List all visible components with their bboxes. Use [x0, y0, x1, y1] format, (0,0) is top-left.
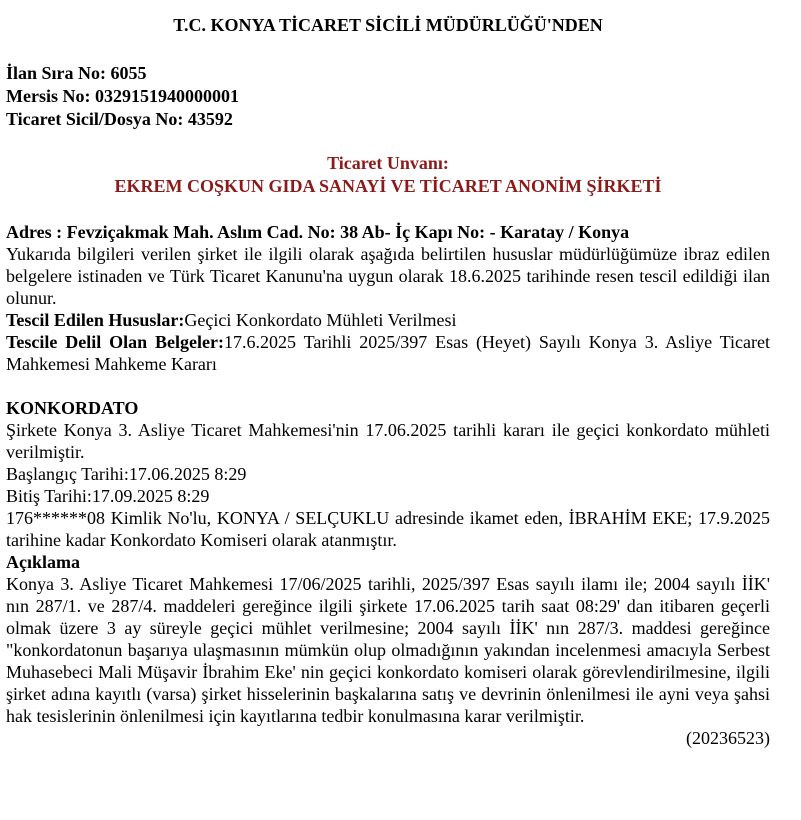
- intro-paragraph: Yukarıda bilgileri verilen şirket ile ilgili olarak aşağıda belirtilen hususlar müdürlüğümüze ibraz edilen belgelere istinaden ve Türk Ticaret Kanunu'na uygun olarak 18.6.2025 tarihinde resen tescil edildiği ilan olunur.: [6, 244, 770, 308]
- tescil-line: [6, 309, 770, 331]
- company-name: EKREM COŞKUN GIDA SANAYİ VE TİCARET ANONİM ŞİRKETİ: [114, 176, 662, 196]
- ilan-sira-no: İlan Sıra No: 6055: [6, 63, 147, 83]
- company-title-label: Ticaret Unvanı:: [327, 153, 449, 173]
- aciklama-text: Konya 3. Asliye Ticaret Mahkemesi 17/06/2025 tarihli, 2025/397 Esas sayılı ilamı ile; 2004 sayılı İİK' nın 287/1. ve 287/4. maddeleri gereğince ilgili şirkete 17.06.2025 tarih saat 08:29' dan itibaren geçerli olmak üzere 3 ay süreyle geçici mühlet verilmesine; 2004 sayılı İİK' nın 287/3. maddesi gereğince "konkordatonun başarıya ulaşmasının mümkün olup olmadığının yakından incelenmesi amacıyla Serbest Muhasebeci Mali Müşavir İbrahim Eke' nin geçici konkordato komiseri olarak görevlendirilmesine, ilgili şirket adına kayıtlı (varsa) şirket hisselerinin başkalarına satış ve devrinin önlenilmesi ile ayni veya şahsi hak tesislerinin önlenilmesi için kayıtlarına tedbir konulmasına karar verilmiştir.: [6, 574, 770, 726]
- konkordato-commissioner: 176******08 Kimlik No'lu, KONYA / SELÇUKLU adresinde ikamet eden, İBRAHİM EKE; 17.9.2025 tarihine kadar Konkordato Komiseri olarak atanmıştır.: [6, 508, 770, 550]
- konkordato-decision: Şirkete Konya 3. Asliye Ticaret Mahkemesi'nin 17.06.2025 tarihli kararı ile geçici konkordato mühleti verilmiştir.: [6, 420, 770, 462]
- page-title: T.C. KONYA TİCARET SİCİLİ MÜDÜRLÜĞÜ'NDEN: [173, 15, 603, 35]
- tescil-value: Geçici Konkordato Mühleti Verilmesi: [184, 310, 457, 330]
- reference-number: (20236523): [686, 728, 770, 748]
- belge-value: 17.6.2025 Tarihli 2025/397 Esas (Heyet) Sayılı Konya 3. Asliye Ticaret Mahkemesi Mahkeme Kararı: [6, 332, 771, 374]
- company-address: Adres : Fevziçakmak Mah. Aslım Cad. No: 38 Ab- İç Kapı No: - Karatay / Konya: [6, 222, 630, 242]
- konkordato-heading: KONKORDATO: [6, 398, 139, 418]
- aciklama-heading: Açıklama: [6, 552, 80, 572]
- konkordato-start-date: Başlangıç Tarihi:17.06.2025 8:29: [6, 464, 247, 484]
- mersis-no: Mersis No: 0329151940000001: [6, 86, 239, 106]
- registry-meta: [6, 62, 770, 131]
- konkordato-end-date: Bitiş Tarihi:17.09.2025 8:29: [6, 486, 210, 506]
- company-title-block: [6, 152, 770, 198]
- belge-line: [6, 331, 770, 375]
- tescil-label: Tescil Edilen Hususlar:: [6, 310, 185, 330]
- ticaret-sicil-no: Ticaret Sicil/Dosya No: 43592: [6, 109, 233, 129]
- belge-label: Tescile Delil Olan Belgeler:: [6, 332, 225, 352]
